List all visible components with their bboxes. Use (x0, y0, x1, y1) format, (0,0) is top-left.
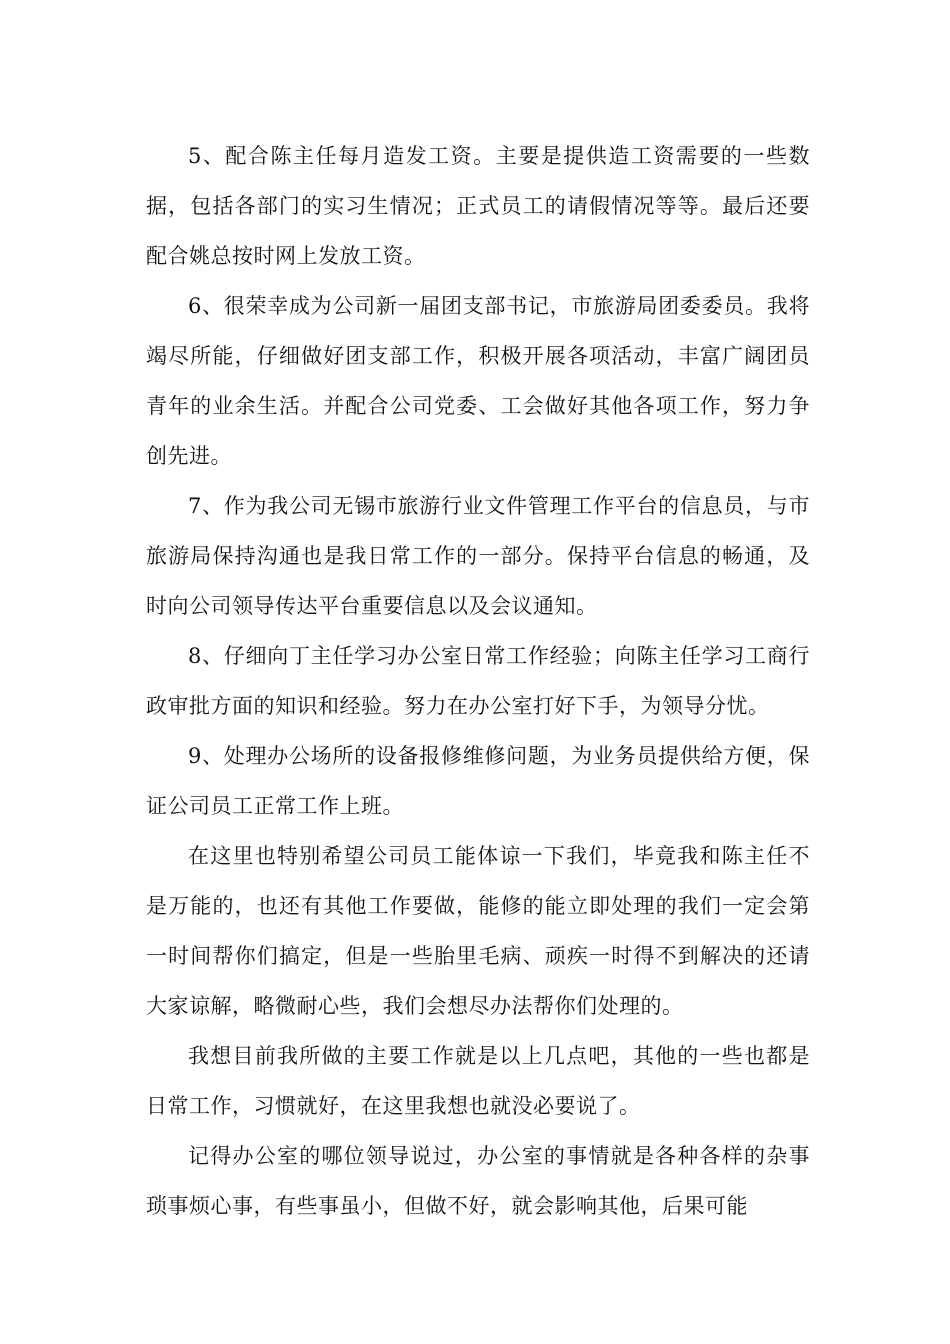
paragraph-item-9: 9、处理办公场所的设备报修维修问题，为业务员提供给方便，保证公司员工正常工作上班。 (146, 744, 810, 818)
paragraph-closing: 记得办公室的哪位领导说过，办公室的事情就是各种各样的杂事琐事烦心事，有些事虽小，但做不好，就会影响其他，后果可能 (146, 1144, 810, 1218)
paragraph-item-6: 6、很荣幸成为公司新一届团支部书记，市旅游局团委委员。我将竭尽所能，仔细做好团支部工作，积极开展各项活动，丰富广阔团员青年的业余生活。并配合公司党委、工会做好其他各项工作，努力争创先进。 (146, 294, 810, 468)
paragraph-request: 在这里也特别希望公司员工能体谅一下我们，毕竟我和陈主任不是万能的，也还有其他工作要做，能修的能立即处理的我们一定会第一时间帮你们搞定，但是一些胎里毛病、顽疾一时得不到解决的还请大家谅解，略微耐心些，我们会想尽办法帮你们处理的。 (146, 844, 810, 1018)
paragraph-summary: 我想目前我所做的主要工作就是以上几点吧，其他的一些也都是日常工作，习惯就好，在这里我想也就没必要说了。 (146, 1044, 810, 1118)
paragraph-item-5: 5、配合陈主任每月造发工资。主要是提供造工资需要的一些数据，包括各部门的实习生情况；正式员工的请假情况等等。最后还要配合姚总按时网上发放工资。 (146, 144, 810, 268)
document-body (146, 131, 810, 1231)
paragraph-item-8: 8、仔细向丁主任学习办公室日常工作经验；向陈主任学习工商行政审批方面的知识和经验。努力在办公室打好下手，为领导分忧。 (146, 644, 810, 718)
paragraph-item-7: 7、作为我公司无锡市旅游行业文件管理工作平台的信息员，与市旅游局保持沟通也是我日常工作的一部分。保持平台信息的畅通，及时向公司领导传达平台重要信息以及会议通知。 (146, 494, 810, 618)
